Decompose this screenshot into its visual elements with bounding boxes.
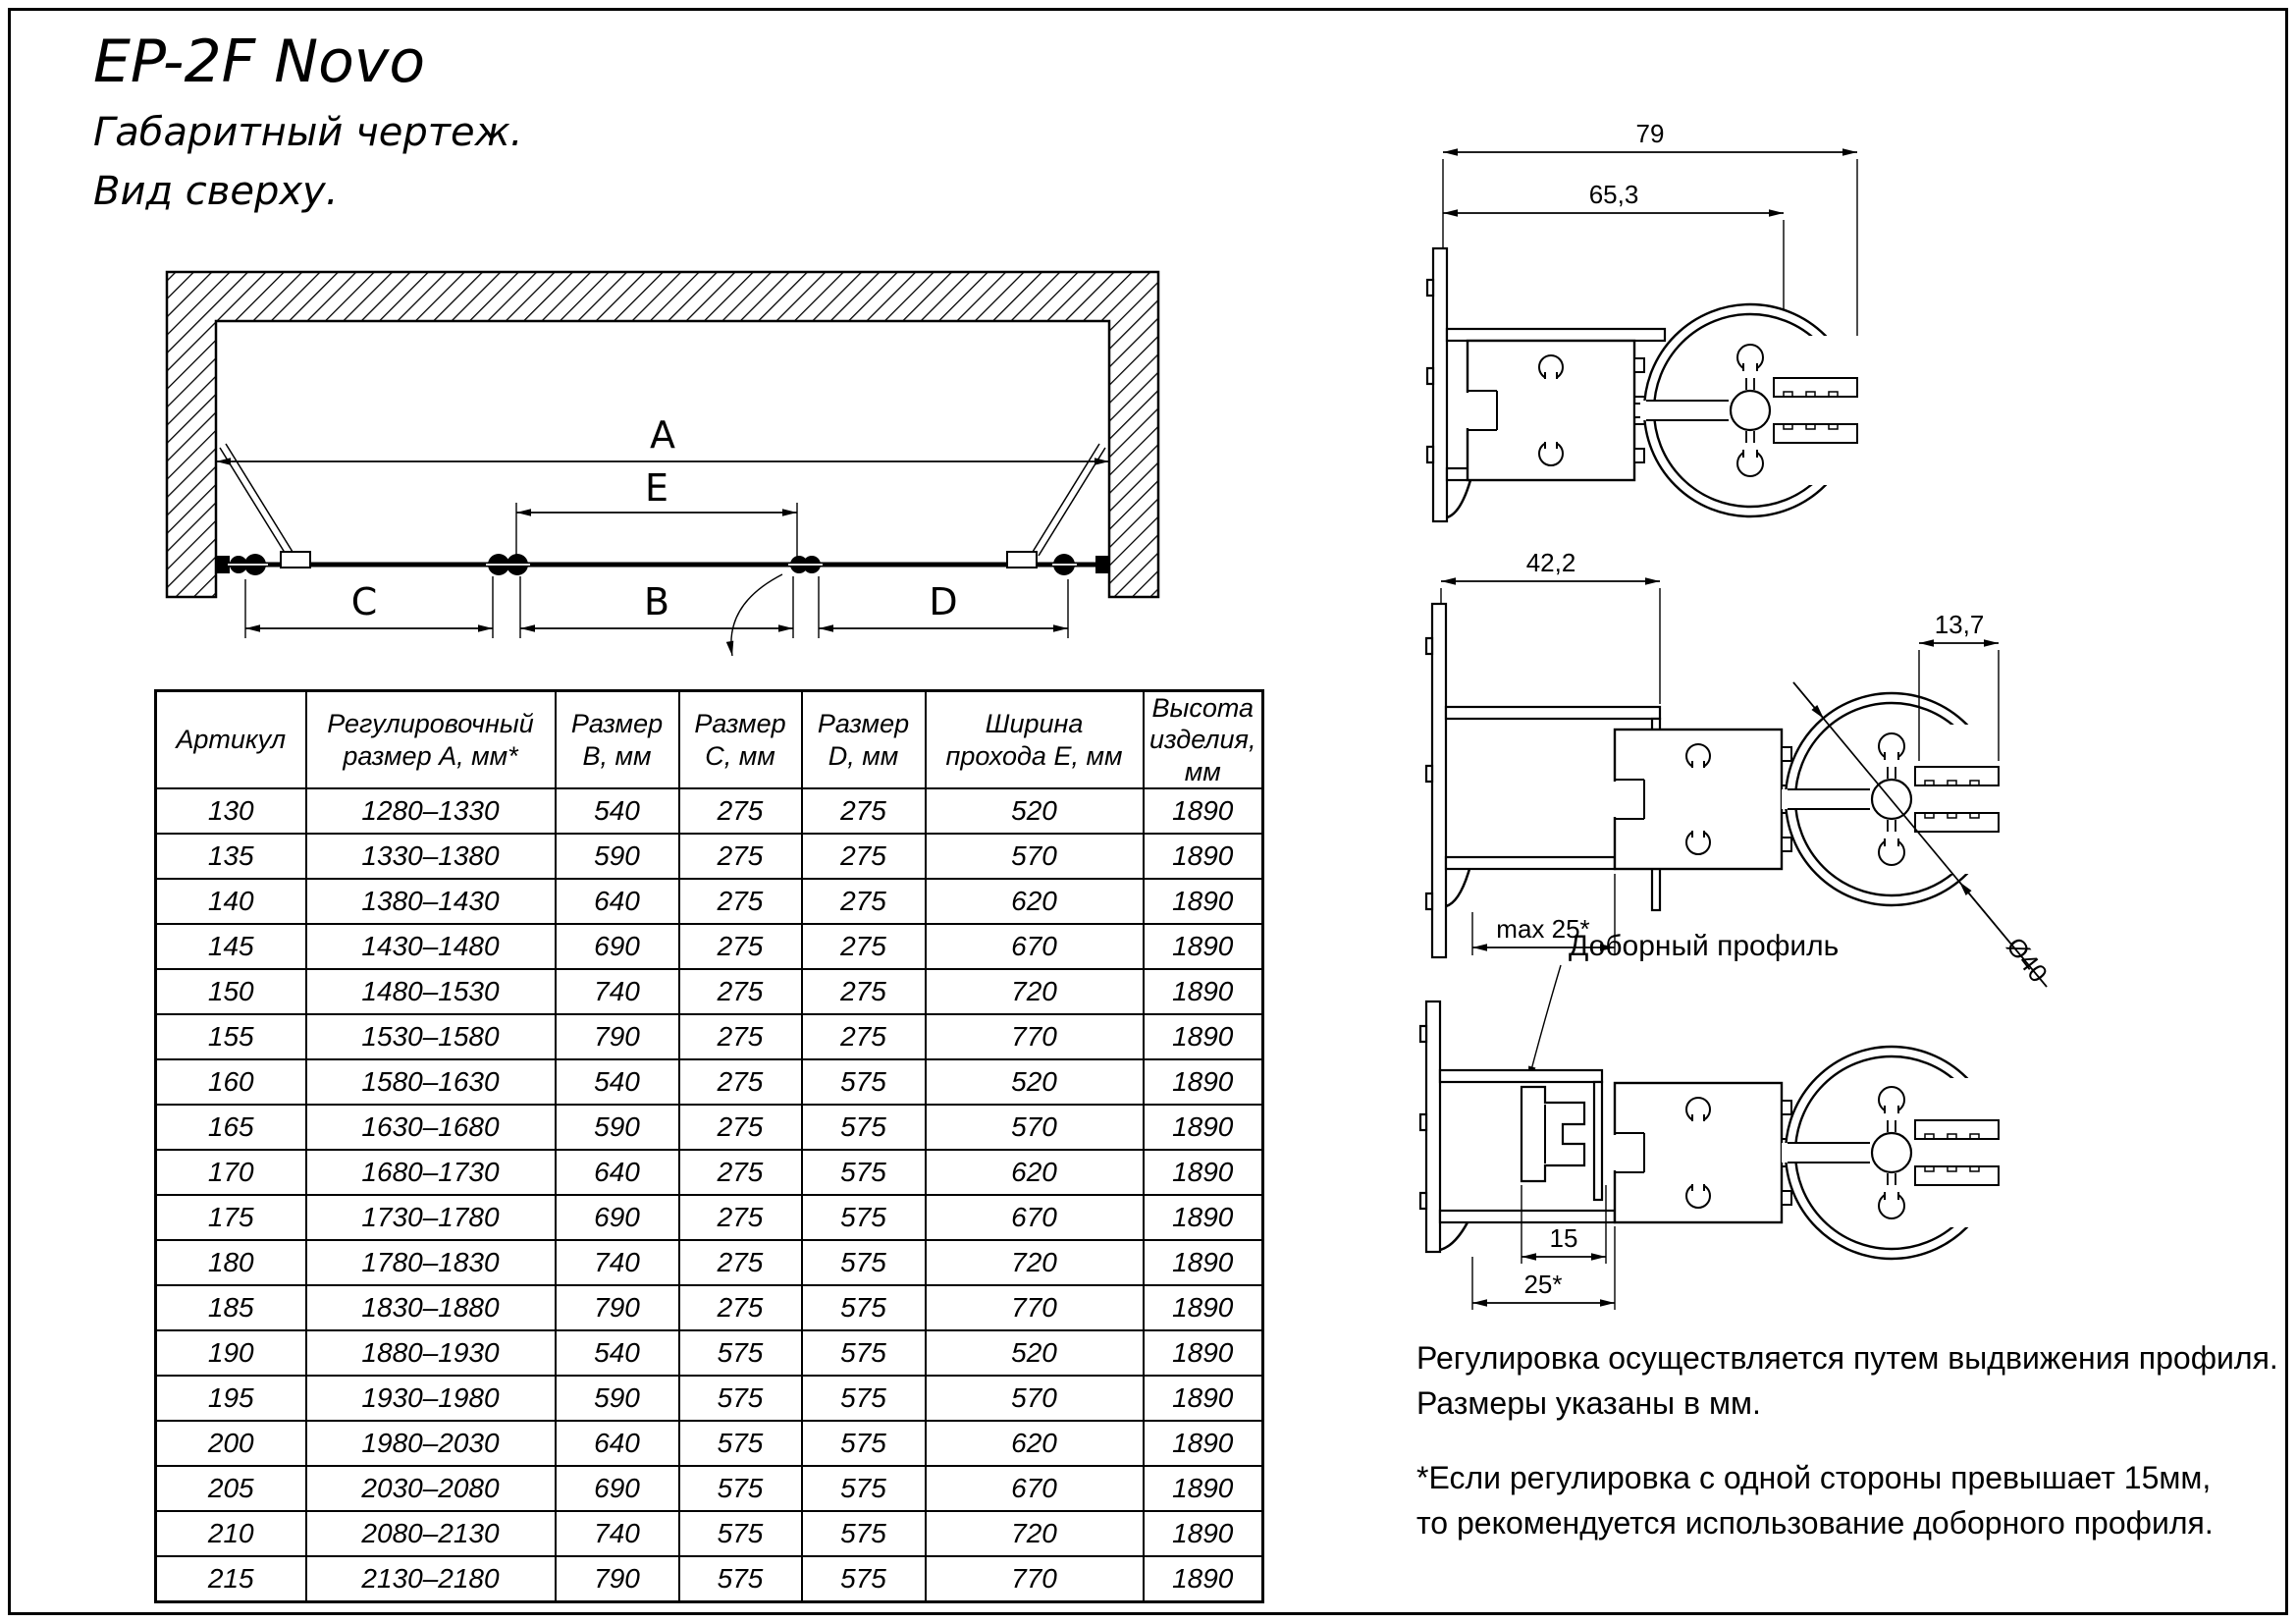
table-cell: 170 — [156, 1150, 306, 1195]
table-cell: 1890 — [1144, 1059, 1263, 1105]
table-cell: 770 — [926, 1556, 1144, 1602]
table-cell: 2030–2080 — [306, 1466, 556, 1511]
table-row — [156, 1195, 1263, 1240]
table-cell: 540 — [556, 788, 679, 834]
dim-label-e: E — [644, 466, 669, 510]
note-line: Размеры указаны в мм. — [1416, 1385, 1761, 1421]
table-cell: 575 — [802, 1105, 926, 1150]
table-cell: 670 — [926, 1195, 1144, 1240]
table-cell: 275 — [802, 969, 926, 1014]
table-cell: 575 — [802, 1466, 926, 1511]
table-cell: 570 — [926, 1376, 1144, 1421]
table-cell: 575 — [679, 1556, 802, 1602]
table-cell: 1880–1930 — [306, 1330, 556, 1376]
table-cell: 210 — [156, 1511, 306, 1556]
dim-25: 25* — [1523, 1270, 1563, 1299]
table-cell: 575 — [679, 1466, 802, 1511]
table-cell: 275 — [679, 1150, 802, 1195]
table-cell: 575 — [802, 1556, 926, 1602]
table-row — [156, 1059, 1263, 1105]
table-cell: 1890 — [1144, 924, 1263, 969]
brace-left — [220, 444, 310, 568]
hinge-center-right — [788, 556, 823, 573]
table-cell: 200 — [156, 1421, 306, 1466]
table-cell: 590 — [556, 1105, 679, 1150]
dim-15: 15 — [1549, 1223, 1578, 1253]
table-cell: 1580–1630 — [306, 1059, 556, 1105]
table-row — [156, 1556, 1263, 1602]
table-cell: 1980–2030 — [306, 1421, 556, 1466]
table-cell: 150 — [156, 969, 306, 1014]
table-cell: 145 — [156, 924, 306, 969]
table-cell: 275 — [679, 1014, 802, 1059]
col-header-passage-e: Ширина прохода Е, мм — [926, 691, 1144, 789]
table-cell: 575 — [802, 1240, 926, 1285]
title-block — [93, 27, 522, 214]
table-cell: 275 — [802, 924, 926, 969]
table-cell: 575 — [802, 1421, 926, 1466]
table-cell: 575 — [802, 1376, 926, 1421]
table-cell: 1830–1880 — [306, 1285, 556, 1330]
table-cell: 740 — [556, 1240, 679, 1285]
table-cell: 1890 — [1144, 1511, 1263, 1556]
table-cell: 575 — [679, 1421, 802, 1466]
col-header-size-b: Размер В, мм — [556, 691, 679, 789]
subtitle-line2: Вид сверху. — [93, 169, 339, 214]
table-cell: 1890 — [1144, 1150, 1263, 1195]
table-cell: 275 — [679, 1105, 802, 1150]
table-cell: 130 — [156, 788, 306, 834]
table-cell: 520 — [926, 1059, 1144, 1105]
table-cell: 570 — [926, 834, 1144, 879]
table-cell: 275 — [679, 834, 802, 879]
table-cell: 740 — [556, 1511, 679, 1556]
table-row — [156, 1150, 1263, 1195]
table-cell: 540 — [556, 1330, 679, 1376]
table-cell: 195 — [156, 1376, 306, 1421]
dim-13-7: 13,7 — [1934, 610, 1985, 639]
table-cell: 135 — [156, 834, 306, 879]
table-cell: 1630–1680 — [306, 1105, 556, 1150]
hinge-left — [228, 554, 268, 575]
table-row — [156, 969, 1263, 1014]
note-line: Регулировка осуществляется путем выдвижения профиля. — [1416, 1340, 2278, 1376]
table-cell: 1780–1830 — [306, 1240, 556, 1285]
size-table — [154, 689, 1264, 1603]
table-cell: 1530–1580 — [306, 1014, 556, 1059]
table-row — [156, 1105, 1263, 1150]
table-cell: 520 — [926, 788, 1144, 834]
table-cell: 1890 — [1144, 834, 1263, 879]
table-cell: 720 — [926, 1240, 1144, 1285]
table-cell: 1890 — [1144, 1285, 1263, 1330]
table-cell: 575 — [679, 1376, 802, 1421]
page-title: EP-2F Novo — [93, 27, 426, 96]
table-cell: 640 — [556, 1421, 679, 1466]
dim-79: 79 — [1635, 119, 1665, 148]
table-cell: 205 — [156, 1466, 306, 1511]
table-cell: 640 — [556, 879, 679, 924]
table-cell: 275 — [679, 788, 802, 834]
table-cell: 740 — [556, 969, 679, 1014]
table-cell: 1280–1330 — [306, 788, 556, 834]
table-cell: 690 — [556, 1466, 679, 1511]
table-cell: 590 — [556, 1376, 679, 1421]
table-cell: 1730–1780 — [306, 1195, 556, 1240]
table-cell: 690 — [556, 1195, 679, 1240]
table-row — [156, 1285, 1263, 1330]
table-cell: 540 — [556, 1059, 679, 1105]
table-cell: 1890 — [1144, 1014, 1263, 1059]
profile-sections — [1414, 93, 2091, 1321]
table-cell: 185 — [156, 1285, 306, 1330]
hinge-right — [1052, 554, 1077, 575]
table-cell: 575 — [679, 1511, 802, 1556]
table-cell: 575 — [802, 1059, 926, 1105]
table-cell: 575 — [802, 1150, 926, 1195]
table-row — [156, 924, 1263, 969]
table-cell: 275 — [679, 879, 802, 924]
table-cell: 575 — [679, 1330, 802, 1376]
table-cell: 1380–1430 — [306, 879, 556, 924]
table-cell: 790 — [556, 1285, 679, 1330]
table-cell: 1890 — [1144, 879, 1263, 924]
table-cell: 520 — [926, 1330, 1144, 1376]
table-cell: 670 — [926, 1466, 1144, 1511]
table-cell: 1890 — [1144, 1376, 1263, 1421]
table-cell: 155 — [156, 1014, 306, 1059]
dim-65-3: 65,3 — [1588, 180, 1639, 209]
table-cell: 790 — [556, 1014, 679, 1059]
table-cell: 620 — [926, 879, 1144, 924]
table-cell: 575 — [802, 1511, 926, 1556]
table-row — [156, 1511, 1263, 1556]
table-cell: 275 — [679, 1195, 802, 1240]
table-cell: 575 — [802, 1330, 926, 1376]
table-cell: 2130–2180 — [306, 1556, 556, 1602]
col-header-size-a: Регулировочный размер А, мм* — [306, 691, 556, 789]
table-cell: 1890 — [1144, 1195, 1263, 1240]
table-cell: 720 — [926, 969, 1144, 1014]
col-header-size-d: Размер D, мм — [802, 691, 926, 789]
dim-diameter-40: Ø40 — [2001, 931, 2055, 989]
table-cell: 1430–1480 — [306, 924, 556, 969]
table-cell: 190 — [156, 1330, 306, 1376]
table-cell: 1480–1530 — [306, 969, 556, 1014]
dim-max-25: max 25* — [1496, 914, 1590, 944]
table-cell: 575 — [802, 1195, 926, 1240]
extension-profile-leader — [1528, 965, 1561, 1081]
table-cell: 770 — [926, 1285, 1144, 1330]
table-cell: 640 — [556, 1150, 679, 1195]
table-cell: 790 — [556, 1556, 679, 1602]
profile-section-1 — [1427, 119, 1868, 521]
table-cell: 275 — [802, 788, 926, 834]
table-header-row — [156, 691, 1263, 789]
table-cell: 180 — [156, 1240, 306, 1285]
extension-profile-label: Доборный профиль — [1569, 930, 1840, 962]
brace-right — [1007, 444, 1105, 568]
table-row — [156, 879, 1263, 924]
table-cell: 590 — [556, 834, 679, 879]
col-header-article: Артикул — [156, 691, 306, 789]
table-cell: 690 — [556, 924, 679, 969]
dim-42-2: 42,2 — [1525, 548, 1576, 577]
wall-plate-left — [216, 556, 230, 573]
hinge-leader-arrow — [731, 574, 782, 656]
table-row — [156, 1330, 1263, 1376]
table-cell: 1890 — [1144, 1421, 1263, 1466]
subtitle-line1: Габаритный чертеж. — [93, 110, 523, 155]
table-cell: 275 — [802, 1014, 926, 1059]
table-cell: 1890 — [1144, 1330, 1263, 1376]
table-cell: 570 — [926, 1105, 1144, 1150]
dim-label-b: B — [643, 580, 670, 623]
profile-section-3 — [1420, 930, 2009, 1310]
note-line: то рекомендуется использование доборного профиля. — [1416, 1505, 2214, 1541]
table-cell: 720 — [926, 1511, 1144, 1556]
table-cell: 770 — [926, 1014, 1144, 1059]
dim-label-a: A — [650, 413, 675, 457]
table-cell: 165 — [156, 1105, 306, 1150]
profile-section-2 — [1426, 548, 2054, 988]
table-cell: 1890 — [1144, 1466, 1263, 1511]
table-cell: 140 — [156, 879, 306, 924]
table-row — [156, 1014, 1263, 1059]
table-cell: 670 — [926, 924, 1144, 969]
table-row — [156, 834, 1263, 879]
table-cell: 1890 — [1144, 1105, 1263, 1150]
table-cell: 275 — [679, 969, 802, 1014]
table-cell: 1890 — [1144, 969, 1263, 1014]
table-cell: 275 — [802, 879, 926, 924]
table-cell: 275 — [679, 1240, 802, 1285]
table-row — [156, 1376, 1263, 1421]
note-line: *Если регулировка с одной стороны превышает 15мм, — [1416, 1460, 2212, 1495]
table-cell: 175 — [156, 1195, 306, 1240]
table-cell: 1890 — [1144, 788, 1263, 834]
wall-plate-right — [1095, 556, 1109, 573]
table-cell: 215 — [156, 1556, 306, 1602]
table-row — [156, 1421, 1263, 1466]
table-cell: 575 — [802, 1285, 926, 1330]
table-cell: 275 — [679, 924, 802, 969]
table-row — [156, 788, 1263, 834]
hinge-center-left — [486, 554, 530, 575]
table-cell: 1330–1380 — [306, 834, 556, 879]
table-row — [156, 1466, 1263, 1511]
table-cell: 275 — [802, 834, 926, 879]
dim-label-c: C — [350, 580, 378, 623]
col-header-size-c: Размер С, мм — [679, 691, 802, 789]
table-cell: 1890 — [1144, 1240, 1263, 1285]
table-cell: 620 — [926, 1421, 1144, 1466]
table-cell: 275 — [679, 1059, 802, 1105]
table-cell: 1890 — [1144, 1556, 1263, 1602]
table-cell: 275 — [679, 1285, 802, 1330]
dim-label-d: D — [929, 580, 958, 623]
col-header-height: Высота изделия, мм — [1144, 691, 1263, 789]
table-row — [156, 1240, 1263, 1285]
table-cell: 1680–1730 — [306, 1150, 556, 1195]
table-cell: 2080–2130 — [306, 1511, 556, 1556]
table-cell: 160 — [156, 1059, 306, 1105]
table-cell: 620 — [926, 1150, 1144, 1195]
notes-block — [1416, 1335, 2280, 1545]
table-cell: 1930–1980 — [306, 1376, 556, 1421]
